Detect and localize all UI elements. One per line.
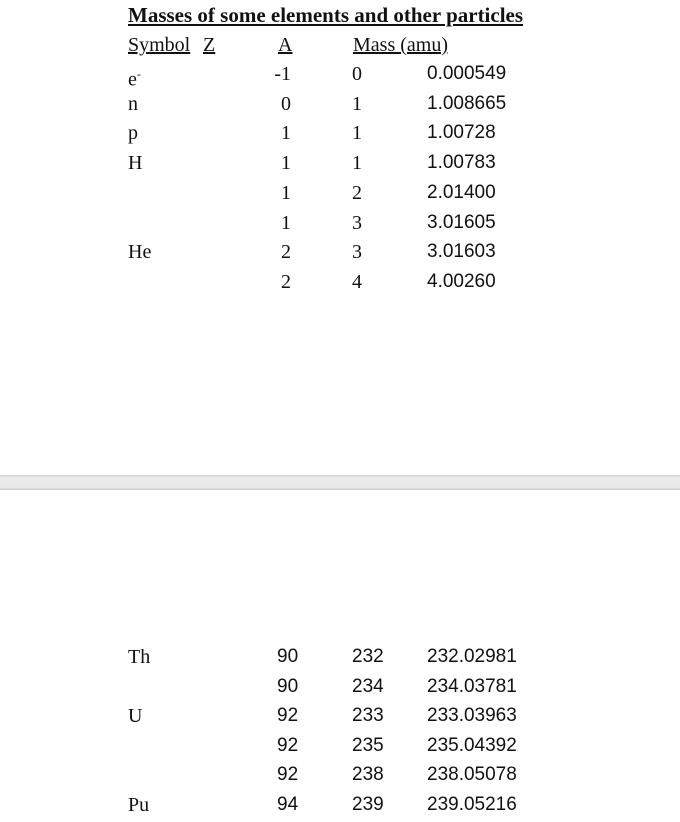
- header-z: Z: [203, 34, 216, 56]
- atomic-mass: 1.008665: [427, 92, 507, 114]
- element-symbol: p: [128, 122, 138, 145]
- atomic-mass: 232.02981: [427, 646, 517, 667]
- atomic-number: 0: [281, 92, 291, 115]
- mass-number: 239: [352, 793, 384, 815]
- header-mass: Mass (amu): [353, 34, 448, 56]
- atomic-number: 2: [281, 241, 291, 264]
- mass-number: 3: [352, 241, 362, 264]
- atomic-number: 92: [277, 734, 299, 756]
- header-symbol: Symbol: [128, 34, 191, 56]
- atomic-mass: 0.000549: [427, 63, 507, 84]
- mass-number: 2: [352, 181, 362, 204]
- atomic-mass: 1.00783: [427, 152, 496, 174]
- atomic-number: 1: [281, 152, 291, 175]
- mass-number: 1: [352, 92, 362, 115]
- atomic-mass: 1.00728: [427, 122, 496, 144]
- mass-number: 235: [352, 734, 384, 756]
- element-symbol: Th: [128, 646, 151, 668]
- atomic-number: -1: [274, 63, 291, 85]
- mass-number: 0: [352, 63, 362, 85]
- mass-number: 238: [352, 764, 384, 785]
- atomic-number: 2: [281, 270, 291, 293]
- mass-number: 232: [352, 646, 384, 667]
- atomic-number: 94: [277, 793, 299, 815]
- atomic-mass: 233.03963: [427, 705, 517, 726]
- atomic-number: 1: [281, 122, 291, 145]
- atomic-number: 92: [277, 764, 299, 785]
- atomic-mass: 234.03781: [427, 675, 517, 697]
- atomic-number: 92: [277, 705, 299, 726]
- atomic-mass: 239.05216: [427, 793, 517, 815]
- mass-number: 4: [352, 270, 362, 293]
- element-symbol: e-: [128, 67, 141, 91]
- atomic-mass: 2.01400: [427, 181, 496, 203]
- page-title: Masses of some elements and other particles: [128, 3, 524, 27]
- mass-number: 234: [352, 675, 384, 697]
- atomic-number: 90: [277, 646, 299, 667]
- element-symbol: Pu: [128, 793, 150, 816]
- element-symbol: He: [128, 241, 152, 264]
- atomic-number: 1: [281, 181, 291, 204]
- element-symbol: H: [128, 152, 143, 175]
- header-a: A: [278, 34, 293, 56]
- atomic-mass: 4.00260: [427, 270, 496, 292]
- mass-number: 3: [352, 211, 362, 234]
- page-break: [0, 475, 680, 490]
- atomic-mass: 3.01603: [427, 241, 496, 263]
- mass-number: 1: [352, 152, 362, 175]
- element-symbol: U: [128, 705, 143, 727]
- atomic-mass: 235.04392: [427, 734, 517, 756]
- atomic-mass: 238.05078: [427, 764, 517, 785]
- superscript-charge: -: [136, 67, 141, 81]
- mass-number: 233: [352, 705, 384, 726]
- atomic-mass: 3.01605: [427, 211, 496, 233]
- atomic-number: 1: [281, 211, 291, 234]
- atomic-number: 90: [277, 675, 299, 697]
- mass-number: 1: [352, 122, 362, 145]
- element-symbol: n: [128, 92, 138, 115]
